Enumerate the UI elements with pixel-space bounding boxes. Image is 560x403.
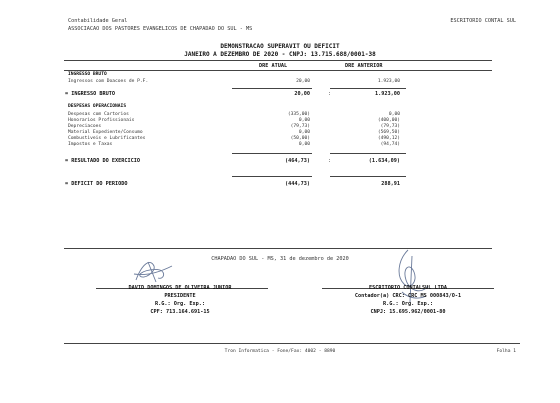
row-current: 0,00 [298,130,310,135]
report-title: DEMONSTRACAO SUPERAVIT OU DEFICIT [220,43,340,50]
row-current: (79,73) [290,124,310,129]
subtotal-rule [330,176,406,177]
signer-left-rg: R.G.: Org. Exp.: [155,301,205,307]
total-current: (464,73) [285,158,310,164]
row-label: Ingressos com Doacoes de P.F. [68,79,149,84]
row-label: Honorarios Profissionais [68,118,135,123]
row-label: Combustiveis e Lubrificantes [68,136,146,141]
deficit-current: (444,73) [285,181,310,187]
row-previous: (490,12) [377,136,400,141]
row-label: Impostos e Taxas [68,142,113,147]
signer-left-name: DAVID DOMINGOS DE OLIVEIRA JUNIOR [128,285,232,291]
signer-left-role: PRESIDENTE [164,293,196,299]
signer-right-name: ESCRITORIO CONTALSUL LTDA [368,285,448,291]
footer-rule [64,343,520,344]
subtotal-rule [232,153,312,154]
footer-software: Tron Informatica - Fone/Fax: 4002 - 8890 [224,349,336,354]
signer-right-doc: CNPJ: 15.695.962/0001-80 [370,309,446,315]
total-label: = INGRESSO BRUTO [65,91,115,97]
row-previous: (569,50) [377,130,400,135]
entity-name: ASSOCIACAO DOS PASTORES EVANGELICOS DE CHAPADAO DO SUL - MS [68,26,253,32]
left-signature [130,254,176,286]
row-previous: 1.923,00 [377,79,400,84]
col-previous-header: DRE ANTERIOR [345,63,383,69]
signer-right-role: Contador(a) CRC: CRC MS 000843/O-1 [354,293,462,299]
row-previous: 0,00 [388,112,400,117]
subtotal-rule [330,153,406,154]
signer-left-doc: CPF: 713.164.691-15 [150,309,210,315]
total-previous: 1.923,00 [375,91,400,97]
subtotal-rule [232,88,312,89]
col-current-header: DRE ATUAL [259,63,288,69]
row-label: Despesas com Cartorios [68,112,129,117]
section-heading: INGRESSO BRUTO [68,72,107,77]
section-heading: DESPESAS OPERACIONAIS [68,104,127,109]
total-label: = RESULTADO DO EXERCICIO [65,158,140,164]
row-current: 0,00 [298,142,310,147]
deficit-previous: 288,91 [381,181,400,187]
row-current: 20,00 [296,79,310,84]
deficit-label: = DEFICIT DO PERIODO [65,181,128,187]
office-name: ESCRITORIO CONTAL SUL [450,18,516,24]
company-label: Contabilidade Geral [68,18,128,24]
row-current: (50,00) [290,136,310,141]
row-previous: (400,00) [377,118,400,123]
total-previous: (1.634,09) [368,158,400,164]
header-rule [64,70,492,71]
row-previous: (79,73) [380,124,400,129]
total-current: 20,00 [294,91,310,97]
row-previous: (94,74) [380,142,400,147]
subtotal-rule [330,88,406,89]
column-separator: : [328,91,332,97]
table-top-rule [64,60,492,61]
row-current: (335,00) [287,112,310,117]
subtotal-rule [232,176,312,177]
signer-right-rg: R.G.: Org. Exp.: [383,301,433,307]
column-separator: : [328,158,332,164]
footer-page: Folha 1 [496,349,516,354]
row-label: Material Expediente/Consumo [68,130,143,135]
row-current: 0,00 [298,118,310,123]
report-subtitle: JANEIRO A DEZEMBRO DE 2020 - CNPJ: 13.715.688/0001-38 [184,51,376,58]
place-date: CHAPADAO DO SUL - MS, 31 de dezembro de 2020 [211,256,349,262]
row-label: Depreciacoes [68,124,102,129]
